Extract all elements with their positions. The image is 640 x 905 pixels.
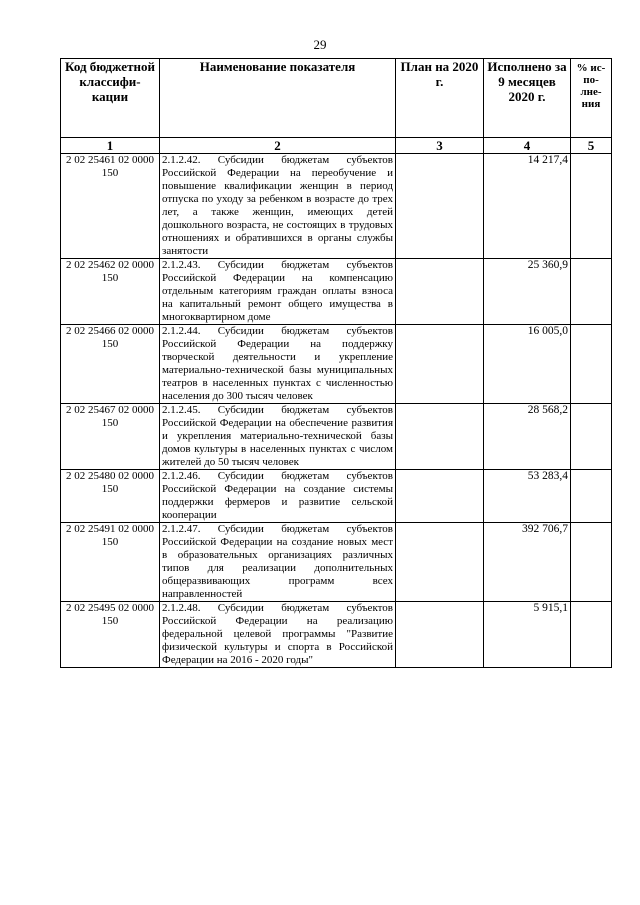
table-header-row [61,59,612,138]
executed-value: 25 360,9 [484,259,571,325]
plan-value [396,470,484,523]
executed-value: 14 217,4 [484,154,571,259]
plan-value [396,602,484,668]
table-row [61,602,612,668]
percent-value [571,154,612,259]
table-row [61,523,612,602]
column-number: 5 [571,138,612,154]
plan-value [396,523,484,602]
column-number: 3 [396,138,484,154]
executed-value: 53 283,4 [484,470,571,523]
percent-value [571,602,612,668]
plan-value [396,404,484,470]
header-name: Наименование показателя [160,59,396,138]
plan-value [396,154,484,259]
table-row [61,259,612,325]
budget-code: 2 02 25466 02 0000 150 [61,325,160,404]
executed-value: 28 568,2 [484,404,571,470]
budget-code: 2 02 25491 02 0000 150 [61,523,160,602]
header-code: Код бюджетной классифи-кации [61,59,160,138]
indicator-name: 2.1.2.44. Субсидии бюджетам субъектов Российской Федерации на поддержку творческой деятельности и укрепление материально-технической базы муниципальных театров в населенных пунктах с численностью населения до 300 тысяч человек [160,325,396,404]
budget-code: 2 02 25462 02 0000 150 [61,259,160,325]
budget-code: 2 02 25480 02 0000 150 [61,470,160,523]
indicator-name: 2.1.2.42. Субсидии бюджетам субъектов Российской Федерации на переобучение и повышение квалификации женщин в период отпуска по уходу за ребенком в возрасте до трех лет, а также женщин, имеющих детей дошкольного возраста, не состоящих в трудовых отношениях и обратившихся в органы службы занятости [160,154,396,259]
header-percent: % ис-по-лне-ния [571,59,612,138]
budget-code: 2 02 25467 02 0000 150 [61,404,160,470]
indicator-name: 2.1.2.47. Субсидии бюджетам субъектов Российской Федерации на создание новых мест в образовательных организациях различных типов для реализации дополнительных общеразвивающих программ всех направленностей [160,523,396,602]
executed-value: 5 915,1 [484,602,571,668]
column-number: 2 [160,138,396,154]
indicator-name: 2.1.2.48. Субсидии бюджетам субъектов Российской Федерации на реализацию федеральной целевой программы "Развитие физической культуры и спорта в Российской Федерации на 2016 - 2020 годы" [160,602,396,668]
indicator-name: 2.1.2.46. Субсидии бюджетам субъектов Российской Федерации на создание системы поддержки фермеров и развитие сельской кооперации [160,470,396,523]
table-row [61,325,612,404]
percent-value [571,404,612,470]
budget-code: 2 02 25461 02 0000 150 [61,154,160,259]
table-row [61,154,612,259]
percent-value [571,259,612,325]
header-plan: План на 2020 г. [396,59,484,138]
column-number: 4 [484,138,571,154]
executed-value: 392 706,7 [484,523,571,602]
plan-value [396,259,484,325]
plan-value [396,325,484,404]
table-row [61,470,612,523]
page-number: 29 [313,37,327,52]
header-executed: Исполнено за 9 месяцев 2020 г. [484,59,571,138]
indicator-name: 2.1.2.45. Субсидии бюджетам субъектов Российской Федерации на обеспечение развития и укрепления материально-технической базы домов культуры в населенных пунктах с числом жителей до 50 тысяч человек [160,404,396,470]
percent-value [571,523,612,602]
executed-value: 16 005,0 [484,325,571,404]
percent-value [571,325,612,404]
column-number-row [61,138,612,154]
column-number: 1 [61,138,160,154]
table-row [61,404,612,470]
percent-value [571,470,612,523]
indicator-name: 2.1.2.43. Субсидии бюджетам субъектов Российской Федерации на компенсацию отдельным категориям граждан оплаты взноса на капитальный ремонт общего имущества в многоквартирном доме [160,259,396,325]
budget-code: 2 02 25495 02 0000 150 [61,602,160,668]
budget-table [60,58,612,668]
